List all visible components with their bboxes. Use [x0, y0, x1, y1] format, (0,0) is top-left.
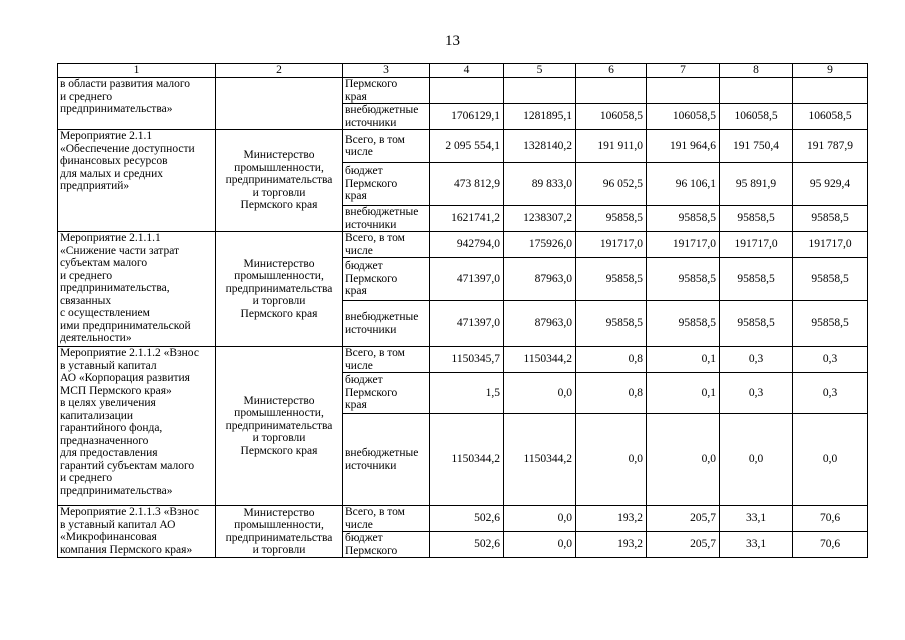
- amount-cell: 95858,5: [647, 206, 720, 232]
- amount-cell: 473 812,9: [430, 163, 504, 206]
- amount-cell: 205,7: [647, 506, 720, 532]
- amount-cell: 1706129,1: [430, 104, 504, 130]
- amount-cell: 106058,5: [793, 104, 868, 130]
- column-header: 5: [504, 64, 576, 78]
- amount-cell: 96 106,1: [647, 163, 720, 206]
- funding-source-cell: бюджет Пермского края: [343, 258, 430, 301]
- activity-name-cell: в области развития малого и среднего предпринимательства»: [58, 78, 216, 130]
- amount-cell: 95858,5: [647, 258, 720, 301]
- page-number: 13: [445, 33, 460, 49]
- funding-source-cell: Всего, в том числе: [343, 347, 430, 373]
- amount-cell: 191717,0: [647, 232, 720, 258]
- table-row: [58, 347, 868, 373]
- amount-cell: 0,0: [504, 532, 576, 558]
- amount-cell: 471397,0: [430, 301, 504, 347]
- funding-source-cell: внебюджетные источники: [343, 301, 430, 347]
- amount-cell: [647, 78, 720, 104]
- amount-cell: [576, 78, 647, 104]
- funding-source-cell: внебюджетные источники: [343, 414, 430, 506]
- amount-cell: 471397,0: [430, 258, 504, 301]
- amount-cell: 106058,5: [720, 104, 793, 130]
- amount-cell: 0,1: [647, 373, 720, 414]
- responsible-org-cell: Министерство промышленности, предпринимательства и торговли Пермского края: [216, 232, 343, 347]
- amount-cell: [720, 78, 793, 104]
- responsible-org-cell: Министерство промышленности, предпринимательства и торговли: [216, 506, 343, 558]
- amount-cell: 87963,0: [504, 301, 576, 347]
- column-header: 2: [216, 64, 343, 78]
- funding-source-cell: внебюджетные источники: [343, 206, 430, 232]
- amount-cell: 175926,0: [504, 232, 576, 258]
- amount-cell: 0,3: [720, 347, 793, 373]
- activity-name-cell: Мероприятие 2.1.1.2 «Взнос в уставный капитал АО «Корпорация развития МСП Пермского края» в целях увеличения капитализации гарантийного фонда, предназначенного для предоставления гарантий субъектам малого и среднего предпринимательства»: [58, 347, 216, 506]
- funding-source-cell: бюджет Пермского: [343, 532, 430, 558]
- column-header: 8: [720, 64, 793, 78]
- table-row: [58, 78, 868, 104]
- amount-cell: 89 833,0: [504, 163, 576, 206]
- amount-cell: 193,2: [576, 532, 647, 558]
- amount-cell: 96 052,5: [576, 163, 647, 206]
- amount-cell: 33,1: [720, 506, 793, 532]
- amount-cell: 106058,5: [576, 104, 647, 130]
- amount-cell: 95 891,9: [720, 163, 793, 206]
- amount-cell: 0,1: [647, 347, 720, 373]
- amount-cell: 70,6: [793, 532, 868, 558]
- amount-cell: 106058,5: [647, 104, 720, 130]
- amount-cell: 95858,5: [793, 206, 868, 232]
- amount-cell: [504, 78, 576, 104]
- amount-cell: 0,0: [504, 506, 576, 532]
- amount-cell: 95858,5: [720, 258, 793, 301]
- funding-source-cell: Всего, в том числе: [343, 232, 430, 258]
- amount-cell: 95858,5: [793, 301, 868, 347]
- column-header: 7: [647, 64, 720, 78]
- amount-cell: 1150344,2: [430, 414, 504, 506]
- responsible-org-cell: [216, 78, 343, 130]
- amount-cell: 95858,5: [647, 301, 720, 347]
- column-header: 6: [576, 64, 647, 78]
- budget-table: [57, 63, 868, 558]
- table-row: [58, 130, 868, 163]
- amount-cell: 0,0: [793, 414, 868, 506]
- amount-cell: [793, 78, 868, 104]
- amount-cell: 95 929,4: [793, 163, 868, 206]
- amount-cell: 1150344,2: [504, 414, 576, 506]
- amount-cell: 0,8: [576, 347, 647, 373]
- amount-cell: 0,0: [576, 414, 647, 506]
- table-body: [58, 78, 868, 558]
- amount-cell: 95858,5: [720, 301, 793, 347]
- amount-cell: 0,0: [720, 414, 793, 506]
- amount-cell: 0,3: [793, 347, 868, 373]
- amount-cell: 95858,5: [576, 206, 647, 232]
- column-header: 3: [343, 64, 430, 78]
- amount-cell: 1238307,2: [504, 206, 576, 232]
- amount-cell: 191 787,9: [793, 130, 868, 163]
- amount-cell: 95858,5: [720, 206, 793, 232]
- amount-cell: 191717,0: [793, 232, 868, 258]
- amount-cell: 193,2: [576, 506, 647, 532]
- amount-cell: 502,6: [430, 506, 504, 532]
- amount-cell: 205,7: [647, 532, 720, 558]
- amount-cell: 191 750,4: [720, 130, 793, 163]
- activity-name-cell: Мероприятие 2.1.1.1 «Снижение части затрат субъектам малого и среднего предпринимательства, связанных с осуществлением ими предпринимательской деятельности»: [58, 232, 216, 347]
- amount-cell: 0,8: [576, 373, 647, 414]
- amount-cell: 95858,5: [576, 258, 647, 301]
- funding-source-cell: Всего, в том числе: [343, 130, 430, 163]
- amount-cell: 191 911,0: [576, 130, 647, 163]
- amount-cell: 1150345,7: [430, 347, 504, 373]
- funding-source-cell: бюджет Пермского края: [343, 163, 430, 206]
- amount-cell: 1328140,2: [504, 130, 576, 163]
- responsible-org-cell: Министерство промышленности, предпринимательства и торговли Пермского края: [216, 347, 343, 506]
- amount-cell: 87963,0: [504, 258, 576, 301]
- table-row: [58, 232, 868, 258]
- amount-cell: 95858,5: [793, 258, 868, 301]
- funding-source-cell: внебюджетные источники: [343, 104, 430, 130]
- funding-source-cell: Всего, в том числе: [343, 506, 430, 532]
- funding-source-cell: Пермского края: [343, 78, 430, 104]
- amount-cell: 33,1: [720, 532, 793, 558]
- amount-cell: 191 964,6: [647, 130, 720, 163]
- column-header: 4: [430, 64, 504, 78]
- amount-cell: 942794,0: [430, 232, 504, 258]
- amount-cell: 1281895,1: [504, 104, 576, 130]
- amount-cell: 1,5: [430, 373, 504, 414]
- amount-cell: 0,3: [793, 373, 868, 414]
- funding-source-cell: бюджет Пермского края: [343, 373, 430, 414]
- activity-name-cell: Мероприятие 2.1.1.3 «Взнос в уставный капитал АО «Микрофинансовая компания Пермского края»: [58, 506, 216, 558]
- amount-cell: 1150344,2: [504, 347, 576, 373]
- amount-cell: 0,0: [647, 414, 720, 506]
- header-row: [58, 64, 868, 78]
- amount-cell: 2 095 554,1: [430, 130, 504, 163]
- amount-cell: 70,6: [793, 506, 868, 532]
- amount-cell: 0,3: [720, 373, 793, 414]
- amount-cell: 1621741,2: [430, 206, 504, 232]
- amount-cell: 191717,0: [576, 232, 647, 258]
- amount-cell: 191717,0: [720, 232, 793, 258]
- amount-cell: [430, 78, 504, 104]
- amount-cell: 502,6: [430, 532, 504, 558]
- column-header: 9: [793, 64, 868, 78]
- activity-name-cell: Мероприятие 2.1.1 «Обеспечение доступности финансовых ресурсов для малых и средних предприятий»: [58, 130, 216, 232]
- responsible-org-cell: Министерство промышленности, предпринимательства и торговли Пермского края: [216, 130, 343, 232]
- column-header: 1: [58, 64, 216, 78]
- amount-cell: 95858,5: [576, 301, 647, 347]
- amount-cell: 0,0: [504, 373, 576, 414]
- table-row: [58, 506, 868, 532]
